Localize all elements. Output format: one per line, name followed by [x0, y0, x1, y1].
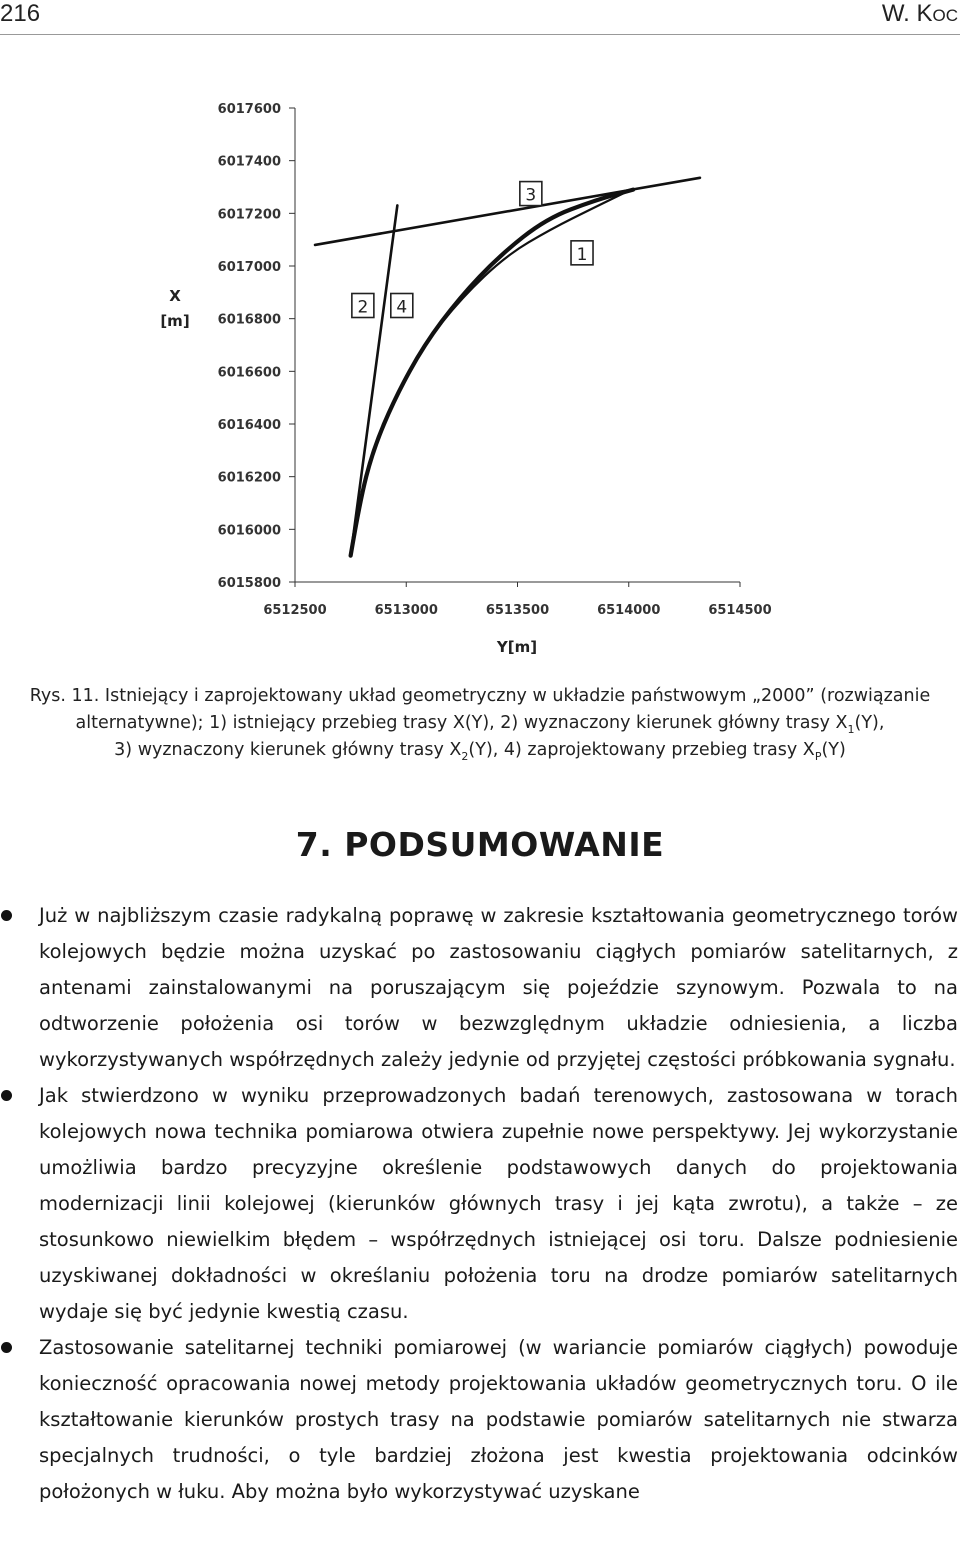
bullet-list — [0, 898, 958, 1510]
y-axis-label: X — [169, 287, 181, 305]
x-tick-label: 6513000 — [374, 603, 438, 618]
x-axis-label: Y[m] — [496, 638, 538, 656]
y-tick-label: 6015800 — [217, 576, 281, 591]
annotation-label-1: 1 — [576, 244, 588, 265]
caption-text: (Y) — [821, 740, 846, 760]
x-axis — [263, 582, 771, 618]
caption-line-1 — [18, 683, 942, 710]
x-tick-label: 6514500 — [708, 603, 772, 618]
caption-text: Rys. 11. Istniejący i zaprojektowany układ geometryczny w układzie państwowym „2000” (rozwiązanie — [29, 686, 931, 706]
caption-text: alternatywne); 1) istniejący przebieg trasy X(Y), 2) wyznaczony kierunek główny trasy X — [75, 713, 848, 733]
annotation-label-4: 4 — [396, 297, 408, 318]
series-line-2 — [351, 205, 398, 555]
caption-text: (Y), — [854, 713, 885, 733]
caption-subscript: 2 — [461, 750, 469, 763]
running-head — [0, 0, 960, 35]
bullet-icon — [1, 1090, 12, 1101]
y-tick-label: 6016200 — [217, 470, 281, 486]
list-item — [0, 1330, 958, 1510]
page-number: 216 — [0, 0, 41, 27]
caption-subscript: P — [814, 750, 822, 763]
y-tick-label: 6016400 — [217, 418, 281, 433]
caption-subscript: 1 — [847, 723, 855, 736]
y-tick-label: 6017400 — [217, 154, 281, 170]
x-tick-label: 6513500 — [485, 603, 550, 618]
annotation-label-2: 2 — [357, 297, 369, 318]
y-axis-label-unit: [m] — [160, 312, 190, 330]
chart-series — [315, 178, 700, 556]
list-item-text: Zastosowanie satelitarnej techniki pomiarowej (w wariancie pomiarów ciągłych) powoduje konieczność opracowania nowej metody projektowania układów geometrycznych toru. O ile kształtowanie kierunków prostych trasy na podstawie pomiarów satelitarnych nie stwarza specjalnych trudności, o tyle bardziej złożona jest kwestia projektowania odcinków położonych w łuku. Aby można było wykorzystywać uzyskane — [39, 1336, 958, 1503]
annotation-label-3: 3 — [525, 185, 537, 206]
running-author: W. Koc — [881, 0, 958, 27]
caption-text: 3) wyznaczony kierunek główny trasy X — [114, 740, 462, 760]
bullet-icon — [1, 1342, 12, 1353]
series-line-3 — [315, 178, 700, 245]
y-tick-label: 6016000 — [217, 523, 281, 539]
y-tick-label: 6017600 — [217, 102, 281, 117]
x-tick-label: 6512500 — [263, 603, 327, 618]
caption-line-2 — [18, 710, 942, 737]
y-tick-label: 6017000 — [217, 260, 281, 275]
figure-caption — [18, 683, 942, 764]
y-tick-label: 6016800 — [217, 312, 281, 328]
x-tick-label: 6514000 — [597, 603, 661, 618]
list-item — [0, 898, 958, 1078]
y-tick-label: 6016600 — [217, 365, 281, 381]
list-item-text: Jak stwierdzono w wyniku przeprowadzonych badań terenowych, zastosowana w torach kolejowych nowa technika pomiarowa otwiera zupełnie nowe perspektywy. Jej wykorzystanie umożliwia bardzo precyzyjne określenie podstawowych danych do projektowania modernizacji linii kolejowej (kierunków głównych trasy i jej kąta zwrotu), a także – ze stosunkowo niewielkim błędem – współrzędnych istniejącej osi toru. Dalsze podniesienie uzyskiwanej dokładności w określaniu położenia toru na drodze pomiarów satelitarnych wydaje się być jedynie kwestią czasu. — [39, 1084, 958, 1323]
list-item — [0, 1078, 958, 1330]
y-tick-label: 6017200 — [217, 207, 281, 223]
section-title: 7. PODSUMOWANIE — [295, 825, 665, 864]
list-item-text: Już w najbliższym czasie radykalną poprawę w zakresie kształtowania geometrycznego torów kolejowych będzie można uzyskać po zastosowaniu ciągłych pomiarów satelitarnych, z antenami zainstalowanymi na poruszającym się pojeździe szynowym. Pozwala to na odtworzenie położenia osi torów w bezwzględnym układzie odniesienia, a liczba wykorzystywanych współrzędnych zależy jedynie od przyjętej częstości próbkowania sygnału. — [39, 904, 958, 1071]
figure-chart — [150, 85, 830, 670]
caption-text: (Y), 4) zaprojektowany przebieg trasy X — [468, 740, 815, 760]
caption-line-3 — [18, 737, 942, 764]
bullet-icon — [1, 910, 12, 921]
y-axis — [218, 102, 295, 591]
